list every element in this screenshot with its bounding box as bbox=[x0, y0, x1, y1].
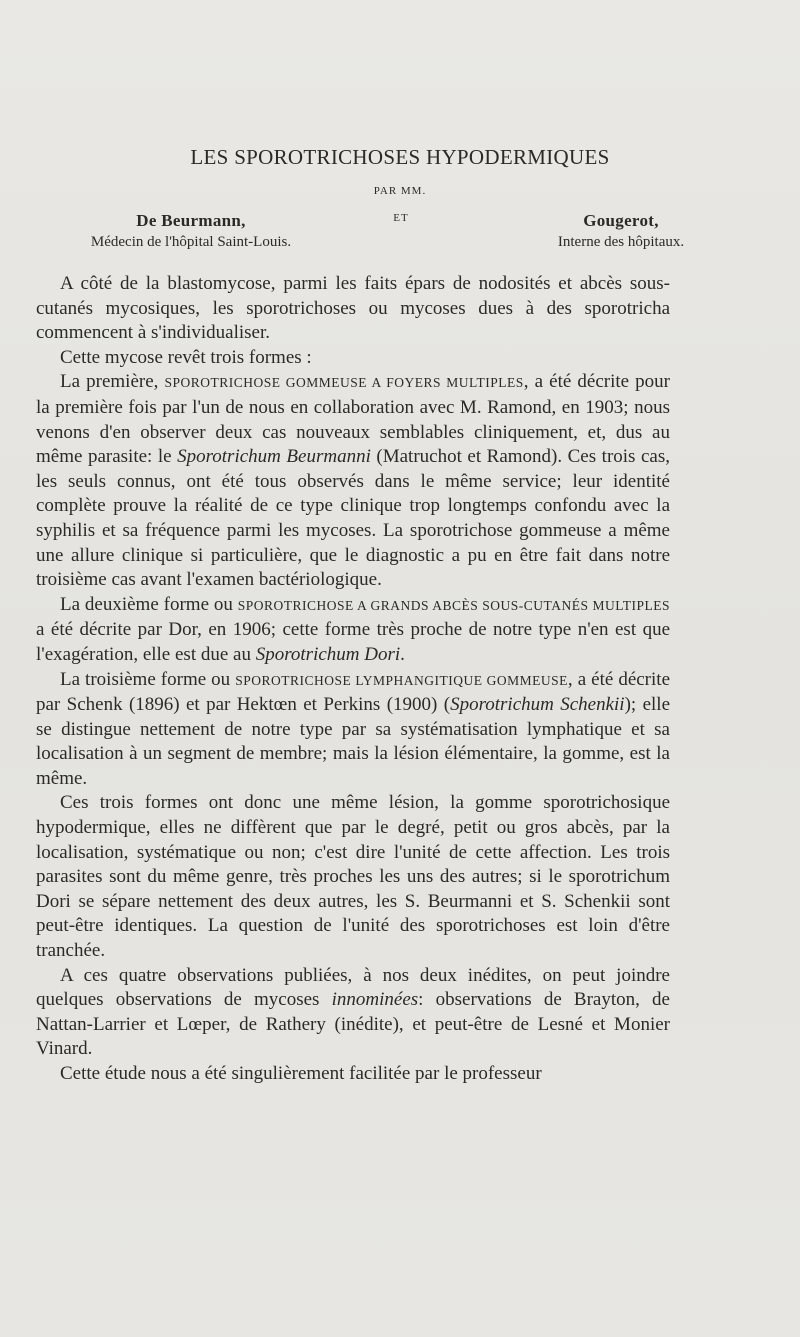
paragraph-8: Cette étude nous a été singulièrement facilitée par le professeur bbox=[60, 1063, 542, 1084]
paragraph-3 bbox=[36, 370, 670, 592]
text-run: La première, bbox=[60, 371, 165, 393]
small-caps-term: SPOROTRICHOSE LYMPHANGITIQUE GOMMEUSE bbox=[235, 672, 568, 688]
article-body bbox=[36, 272, 670, 1087]
species-name: Sporotrichum Schenkii bbox=[450, 694, 625, 716]
author-role: Interne des hôpitaux. bbox=[557, 234, 685, 250]
text-run: : observations de Brayton, de Nattan-Larrier et Lœper, de Rathery (inédite), et peut-être de Lesné et Monier Vinard. bbox=[36, 989, 670, 1060]
article-title: LES SPOROTRICHOSES HYPODERMIQUES bbox=[190, 145, 610, 169]
author-gougerot bbox=[496, 210, 746, 252]
text-run: . bbox=[400, 643, 405, 665]
paragraph-4 bbox=[36, 593, 670, 668]
paragraph-7 bbox=[36, 964, 670, 1062]
author-name: Gougerot, bbox=[583, 211, 659, 230]
author-de-beurmann bbox=[56, 210, 326, 252]
text-run: (Matruchot et Ramond). Ces trois cas, les seuls connus, ont été tous observés dans le même service; leur identité complète prouve la réalité de ce type clinique trop longtemps confondu avec la syphilis et sa fréquence parmi les mycoses. La sporotrichose gommeuse a même une allure clinique si particulière, que le diagnostic a pu en être fait dans notre troisième cas avant l'examen bactériologique. bbox=[36, 446, 670, 591]
text-run: La deuxième forme ou bbox=[60, 593, 238, 615]
text-run: , a été décrite par Schenk (1896) et par Hektœn et Perkins (1900) ( bbox=[36, 668, 671, 716]
text-run: La troisième forme ou bbox=[60, 668, 236, 690]
paragraph-6: Ces trois formes ont donc une même lésion, la gomme sporotrichosique hypodermique, elles ne diffèrent que par le degré, petit ou gros abcès, par la localisation, systématique ou non; c'est dire l'unité de cette affection. Les trois parasites sont du même genre, très proches les uns des autres; si le sporotrichum Dori se sépare nettement des deux autres, les S. Beurmanni et S. Schenkii sont peut-être identiques. La question de l'unité des sporotrichoses est loin d'être tranchée. bbox=[36, 792, 670, 962]
author-conjunction: ET bbox=[393, 212, 409, 224]
paragraph-5 bbox=[36, 668, 670, 792]
paragraph-2: Cette mycose revêt trois formes : bbox=[60, 346, 312, 368]
text-run: a été décrite par Dor, en 1906; cette forme très proche de notre type n'en est que l'exagération, elle est due au bbox=[36, 619, 670, 665]
small-caps-term: SPOROTRICHOSE A GRANDS ABCÈS SOUS-CUTANÉS MULTIPLES bbox=[237, 597, 670, 613]
paragraph-1: A côté de la blastomycose, parmi les faits épars de nodosités et abcès sous-cutanés mycosiques, les sporotrichoses ou mycoses dues à des sporotricha commencent à s'individualiser. bbox=[36, 273, 670, 344]
text-run: , a été décrite pour la première fois par l'un de nous en collaboration avec M. Ramond, en 1903; nous venons d'en observer deux cas nouveaux semblables cliniquement, et, dus au même parasite: le bbox=[36, 371, 670, 468]
author-name: De Beurmann, bbox=[136, 211, 246, 230]
text-run: A ces quatre observations publiées, à nos deux inédites, on peut joindre quelques observations de mycoses bbox=[36, 964, 670, 1011]
small-caps-term: SPOROTRICHOSE GOMMEUSE A FOYERS MULTIPLES bbox=[164, 375, 524, 391]
authors-block bbox=[56, 210, 746, 256]
par-mm-label: PAR MM. bbox=[373, 185, 427, 197]
italic-term: innominées bbox=[331, 989, 419, 1011]
species-name: Sporotrichum Dori bbox=[255, 643, 401, 665]
species-name: Sporotrichum Beurmanni bbox=[177, 446, 371, 468]
text-run: ); elle se distingue nettement de notre type par sa systématisation lymphatique et sa localisation à un segment de membre; mais la lésion élémentaire, la gomme, est la même. bbox=[36, 694, 670, 789]
author-role: Médecin de l'hôpital Saint-Louis. bbox=[90, 234, 292, 250]
